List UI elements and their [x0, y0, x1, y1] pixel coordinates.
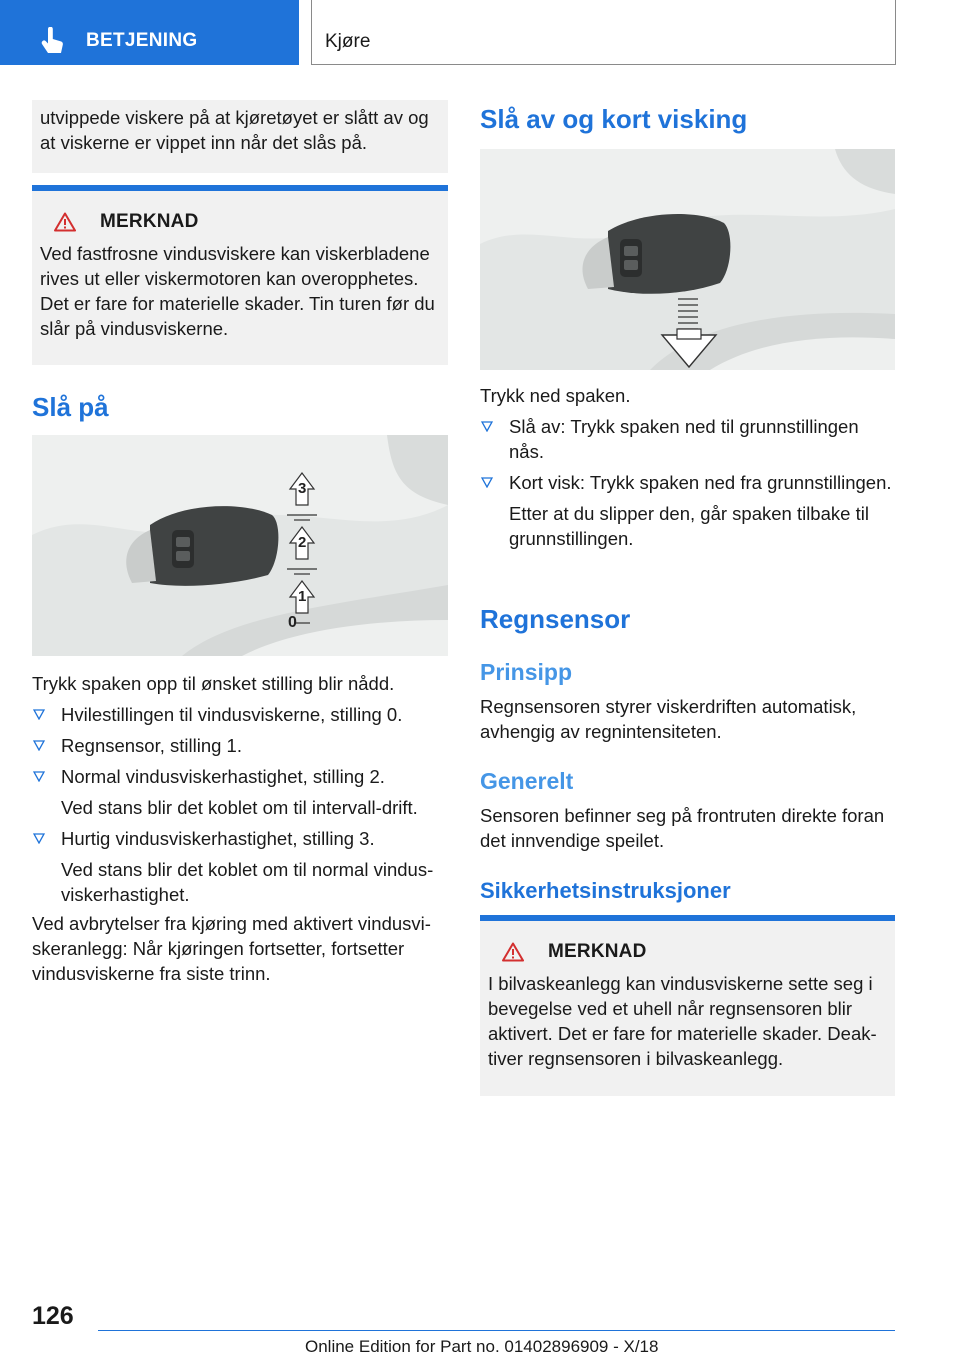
switch-on-content — [32, 671, 448, 986]
triangle-bullet-icon — [33, 771, 45, 782]
heading-switch-off: Slå av og kort visking — [480, 104, 748, 134]
figure-lever-up — [32, 435, 448, 656]
note-box — [480, 915, 895, 1096]
note-title-text: MERKNAD — [100, 211, 199, 232]
figure-label-0: 0 — [288, 614, 297, 631]
list-item: Slå av: Trykk spaken ned til grunnstillingen nås. — [480, 414, 895, 464]
switch-on-intro: Trykk spaken opp til ønsket stilling blir nådd. — [32, 673, 395, 694]
switch-off-intro: Trykk ned spaken. — [480, 385, 631, 406]
footer-divider — [98, 1330, 895, 1331]
switch-off-list — [480, 414, 895, 551]
chapter-label: Kjøre — [325, 31, 371, 52]
list-item-note: Etter at du slipper den, går spaken tilbake til grunnstillingen. — [509, 503, 869, 549]
triangle-bullet-icon — [33, 833, 45, 844]
triangle-bullet-icon — [33, 709, 45, 720]
hand-pointer-icon — [40, 27, 66, 55]
list-item: Regnsensor, stilling 1. — [32, 733, 448, 758]
section-tab[interactable] — [0, 0, 299, 65]
footer-edition: Online Edition for Part no. 01402896909 - X/18 — [305, 1337, 659, 1356]
warning-icon — [502, 942, 524, 962]
figure-lever-down — [480, 149, 895, 370]
heading-switch-on: Slå på — [32, 392, 109, 422]
triangle-bullet-icon — [33, 740, 45, 751]
figure-label-1: 1 — [298, 588, 307, 605]
list-item: Kort visk: Trykk spaken ned fra grunnstillingen. Etter at du slipper den, går spaken tilbake til grunnstillingen. — [480, 470, 895, 551]
general-text: Sensoren befinner seg på frontruten direkte foran det innvendige speilet. — [480, 805, 885, 851]
position-list — [32, 702, 448, 907]
list-item-note: Ved stans blir det koblet om til normal vindusviskerhastighet. — [61, 859, 434, 905]
list-item: Hurtig vindusviskerhastighet, stilling 3. Ved stans blir det koblet om til normal vindusviskerhastighet. — [32, 826, 448, 907]
note-body: I bilvaskeanlegg kan vindusviskerne sette seg i bevegelse ved et uhell når regnsensoren blir aktivert. Det er fare for materielle skader. Deaktiver regnsensoren i bilvaskeanlegg. — [488, 973, 877, 1069]
triangle-bullet-icon — [481, 477, 493, 488]
section-label: BETJENING — [86, 30, 198, 51]
principle-text: Regnsensoren styrer viskerdriften automatisk, avhengig av regnintensiteten. — [480, 696, 857, 742]
note-title-text: MERKNAD — [548, 941, 647, 962]
switch-on-outro: Ved avbrytelser fra kjøring med aktivert vindusviskeranlegg: Når kjøringen fortsetter, fortsetter vindusviskerne fra siste trinn. — [32, 913, 431, 984]
subheading-principle: Prinsipp — [480, 659, 573, 685]
continuation-text: utvippede viskere på at kjøretøyet er slått av og at viskerne er vippet inn når det slås på. — [40, 107, 429, 153]
continuation-box — [32, 100, 448, 173]
page-number: 126 — [32, 1302, 74, 1330]
chapter-box — [311, 0, 896, 65]
triangle-bullet-icon — [481, 421, 493, 432]
subheading-general: Generelt — [480, 768, 574, 794]
note-title — [488, 941, 885, 963]
figure-label-3: 3 — [298, 480, 307, 497]
note-title — [40, 211, 438, 233]
figure-label-2: 2 — [298, 534, 307, 551]
list-item-note: Ved stans blir det koblet om til intervall-drift. — [61, 797, 418, 818]
note-box — [32, 185, 448, 365]
switch-off-content — [480, 383, 895, 551]
list-item: Hvilestillingen til vindusviskerne, stilling 0. — [32, 702, 448, 727]
note-body: Ved fastfrosne vindusviskere kan viskerbladene rives ut eller viskermotoren kan overopphetes. Det er fare for materielle skader. Tin turen før du slår på vindusviskerne. — [40, 243, 435, 339]
list-item: Normal vindusviskerhastighet, stilling 2. Ved stans blir det koblet om til intervall-drift. — [32, 764, 448, 820]
subheading-safety: Sikkerhetsinstruksjoner — [480, 878, 731, 903]
heading-rain-sensor: Regnsensor — [480, 604, 631, 634]
warning-icon — [54, 212, 76, 232]
